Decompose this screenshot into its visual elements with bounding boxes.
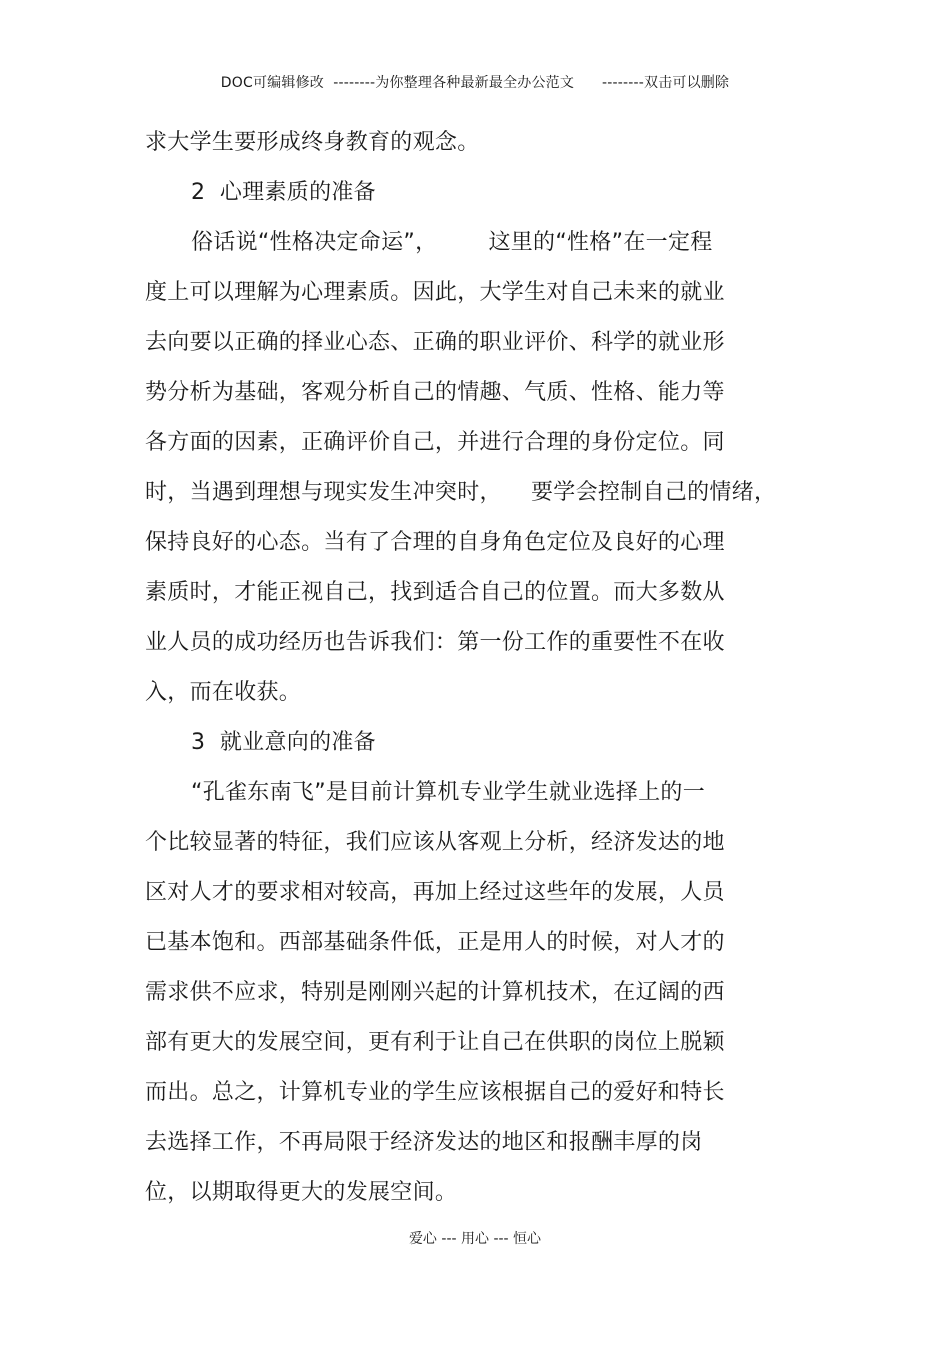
body-line: 业人员的成功经历也告诉我们：第一份工作的重要性不在收: [145, 630, 725, 655]
body-line: 需求供不应求，特别是刚刚兴起的计算机技术，在辽阔的西: [145, 980, 725, 1005]
body-line: 已基本饱和。西部基础条件低，正是用人的时候，对人才的: [145, 930, 725, 955]
page-footer: 爱心 --- 用心 --- 恒心: [408, 1231, 542, 1247]
section-heading-2: 2 心理素质的准备: [191, 180, 376, 205]
document-body: [145, 118, 795, 1218]
body-line: 位，以期取得更大的发展空间。: [145, 1180, 458, 1205]
body-line: 入，而在收获。: [145, 680, 302, 705]
body-line: 区对人才的要求相对较高，再加上经过这些年的发展，人员: [145, 880, 725, 905]
body-line: 而出。总之，计算机专业的学生应该根据自己的爱好和特长: [145, 1080, 725, 1105]
body-line: 保持良好的心态。当有了合理的自身角色定位及良好的心理: [145, 530, 725, 555]
body-line: 各方面的因素，正确评价自己，并进行合理的身份定位。同: [145, 430, 725, 455]
body-line: 度上可以理解为心理素质。因此，大学生对自己未来的就业: [145, 280, 725, 305]
body-line: 部有更大的发展空间，更有利于让自己在供职的岗位上脱颖: [145, 1030, 725, 1055]
paragraph-first-line: 俗话说“性格决定命运”， 这里的“性格”在一定程: [191, 230, 713, 255]
body-line: 时，当遇到理想与现实发生冲突时， 要学会控制自己的情绪，: [145, 480, 777, 505]
body-line: 素质时，才能正视自己，找到适合自己的位置。而大多数从: [145, 580, 725, 605]
body-line: 势分析为基础，客观分析自己的情趣、气质、性格、能力等: [145, 380, 725, 405]
paragraph-first-line: “孔雀东南飞”是目前计算机专业学生就业选择上的一: [191, 780, 705, 805]
body-line: 去向要以正确的择业心态、正确的职业评价、科学的就业形: [145, 330, 725, 355]
body-line: 个比较显著的特征，我们应该从客观上分析，经济发达的地: [145, 830, 725, 855]
section-heading-3: 3 就业意向的准备: [191, 730, 376, 755]
body-line: 去选择工作，不再局限于经济发达的地区和报酬丰厚的岗: [145, 1130, 703, 1155]
page-header: DOC可编辑修改 --------为你整理各种最新最全办公范文 --------双击可以删除: [220, 75, 730, 91]
body-line: 求大学生要形成终身教育的观念。: [145, 130, 480, 155]
